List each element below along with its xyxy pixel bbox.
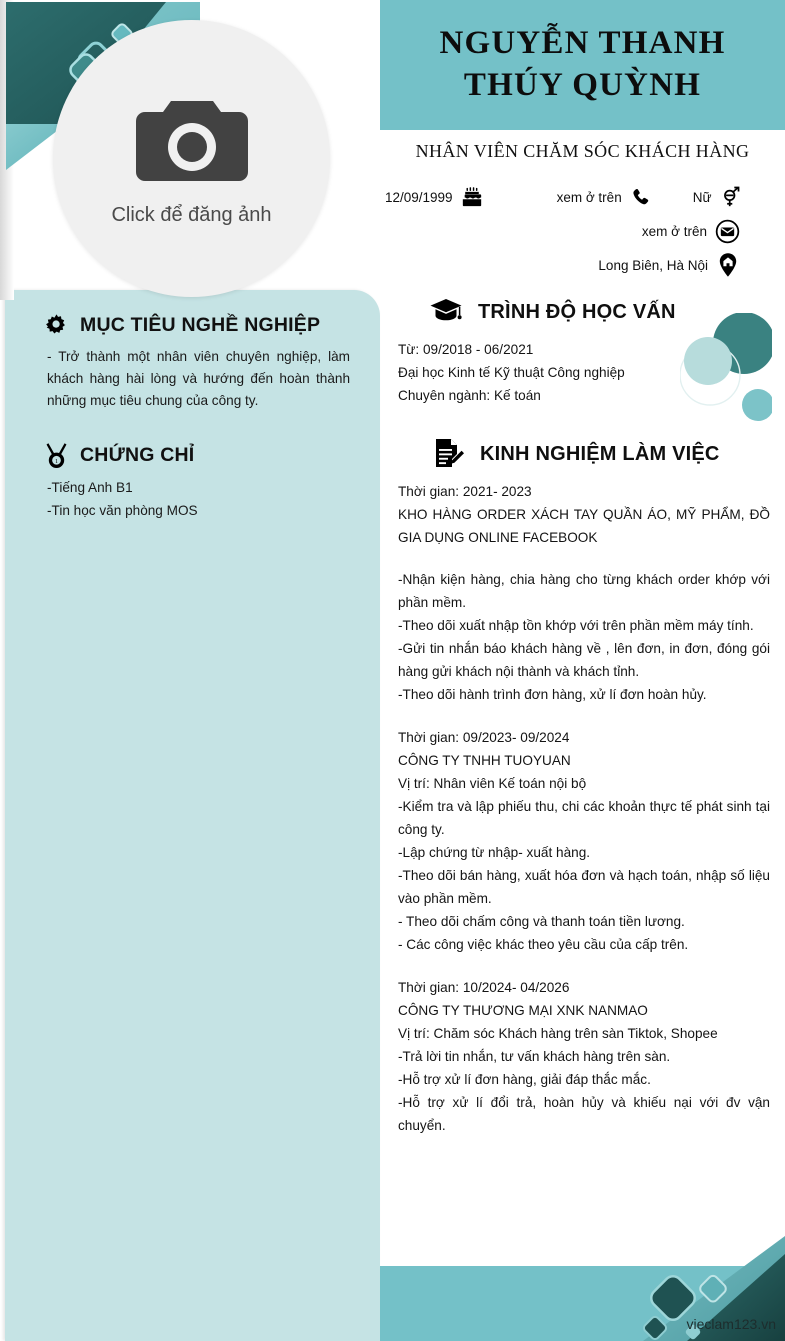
- certificates-list: [21, 476, 364, 522]
- document-pencil-icon: [430, 437, 466, 471]
- job-bullet: -Nhận kiện hàng, chia hàng cho từng khách order khớp với phần mềm.: [398, 572, 770, 610]
- decoration-circles: [680, 313, 770, 423]
- job-bullet: -Lập chứng từ nhập- xuất hàng.: [398, 845, 591, 860]
- contact-row-email: [380, 214, 780, 248]
- job-bullet: -Theo dõi xuất nhập tồn khớp với trên phần mềm máy tính.: [398, 618, 754, 633]
- job-company: KHO HÀNG ORDER XÁCH TAY QUẦN ÁO, MỸ PHẨM, ĐỒ GIA DỤNG ONLINE FACEBOOK: [398, 507, 770, 545]
- name-line-1: NGUYỄN THANH: [439, 25, 726, 61]
- certificates-heading: [21, 442, 364, 468]
- section-certificates: [5, 442, 380, 522]
- education-line: Đại học Kinh tế Kỹ thuật Công nghiệp: [398, 365, 625, 380]
- email-icon: [715, 219, 740, 244]
- name-line-2: THÚY QUỲNH: [463, 67, 702, 103]
- photo-upload-placeholder[interactable]: [53, 20, 330, 297]
- contact-row-address: [380, 248, 780, 282]
- watermark: vieclam123.vn: [686, 1316, 776, 1332]
- section-objective: [5, 312, 380, 412]
- sidebar: [5, 290, 380, 1341]
- education-title: TRÌNH ĐỘ HỌC VẤN: [478, 300, 676, 323]
- svg-text:1: 1: [54, 457, 58, 465]
- birthday-value: 12/09/1999: [385, 189, 453, 205]
- job-company: CÔNG TY THƯƠNG MẠI XNK NANMAO: [398, 1003, 648, 1018]
- job-bullet: -Trả lời tin nhắn, tư vấn khách hàng trên sàn.: [398, 1049, 671, 1064]
- graduation-cap-icon: [428, 295, 464, 329]
- contact-row-birthday-phone-gender: [380, 180, 780, 214]
- certificate-item: -Tiếng Anh B1: [47, 480, 133, 495]
- job-bullet: -Hỗ trợ xử lí đổi trả, hoàn hủy và khiếu nại với đv vận chuyển.: [398, 1095, 770, 1133]
- objective-title: MỤC TIÊU NGHỀ NGHIỆP: [80, 313, 321, 336]
- education-line: Từ: 09/2018 - 06/2021: [398, 342, 534, 357]
- camera-icon: [133, 91, 251, 196]
- address-value: Long Biên, Hà Nội: [598, 257, 708, 273]
- job-period: Thời gian: 10/2024- 04/2026: [398, 980, 570, 995]
- job-bullet: -Kiểm tra và lập phiếu thu, chi các khoản thực tế phát sinh tại công ty.: [398, 799, 770, 837]
- job-bullet: -Theo dõi hành trình đơn hàng, xử lí đơn hoàn hủy.: [398, 687, 707, 702]
- birthday-cake-icon: [461, 186, 483, 208]
- job-position: Vị trí: Nhân viên Kế toán nội bộ: [398, 776, 587, 791]
- phone-value: xem ở trên: [556, 189, 622, 205]
- page-title: [380, 22, 785, 106]
- gender-icon: [720, 186, 742, 208]
- section-experience: [398, 437, 770, 1137]
- job-gap: [398, 549, 770, 568]
- job-bullet: -Theo dõi bán hàng, xuất hóa đơn và hạch toán, nhập số liệu vào phần mềm.: [398, 868, 770, 906]
- job-company: CÔNG TY TNHH TUOYUAN: [398, 753, 571, 768]
- job-period: Thời gian: 2021- 2023: [398, 484, 532, 499]
- photo-upload-caption: Click để đăng ảnh: [111, 203, 272, 226]
- medal-icon: [43, 442, 69, 468]
- phone-icon: [630, 187, 651, 208]
- job-bullet: - Các công việc khác theo yêu cầu của cấp trên.: [398, 937, 689, 952]
- experience-job: [398, 726, 770, 956]
- objective-text: - Trở thành một nhân viên chuyên nghiệp, làm khách hàng hài lòng và hướng đến hoàn thành những mục tiêu chung của công ty.: [47, 349, 350, 408]
- certificates-title: CHỨNG CHỈ: [80, 443, 195, 466]
- objective-heading: [21, 312, 364, 338]
- job-position: Vị trí: Chăm sóc Khách hàng trên sàn Tiktok, Shopee: [398, 1026, 718, 1041]
- gender-value: Nữ: [692, 189, 712, 205]
- email-value: xem ở trên: [641, 223, 707, 239]
- job-bullet: -Hỗ trợ xử lí đơn hàng, giải đáp thắc mắc.: [398, 1072, 651, 1087]
- job-bullet: - Theo dõi chấm công và thanh toán tiền lương.: [398, 914, 685, 929]
- main-content: [398, 295, 770, 1157]
- contact-block: [380, 180, 780, 282]
- location-pin-icon: [716, 252, 740, 278]
- gear-icon: [43, 312, 69, 338]
- job-period: Thời gian: 09/2023- 09/2024: [398, 730, 570, 745]
- job-title: NHÂN VIÊN CHĂM SÓC KHÁCH HÀNG: [415, 141, 750, 161]
- education-line: Chuyên ngành: Kế toán: [398, 388, 541, 403]
- job-bullet: -Gửi tin nhắn báo khách hàng về , lên đơn, in đơn, đóng gói hàng gửi khách nội thành và khách tỉnh.: [398, 641, 770, 679]
- experience-job: [398, 480, 770, 706]
- certificate-item: -Tin học văn phòng MOS: [47, 503, 198, 518]
- experience-job: [398, 976, 770, 1137]
- experience-title: KINH NGHIỆM LÀM VIỆC: [480, 442, 720, 465]
- experience-heading: [398, 437, 770, 471]
